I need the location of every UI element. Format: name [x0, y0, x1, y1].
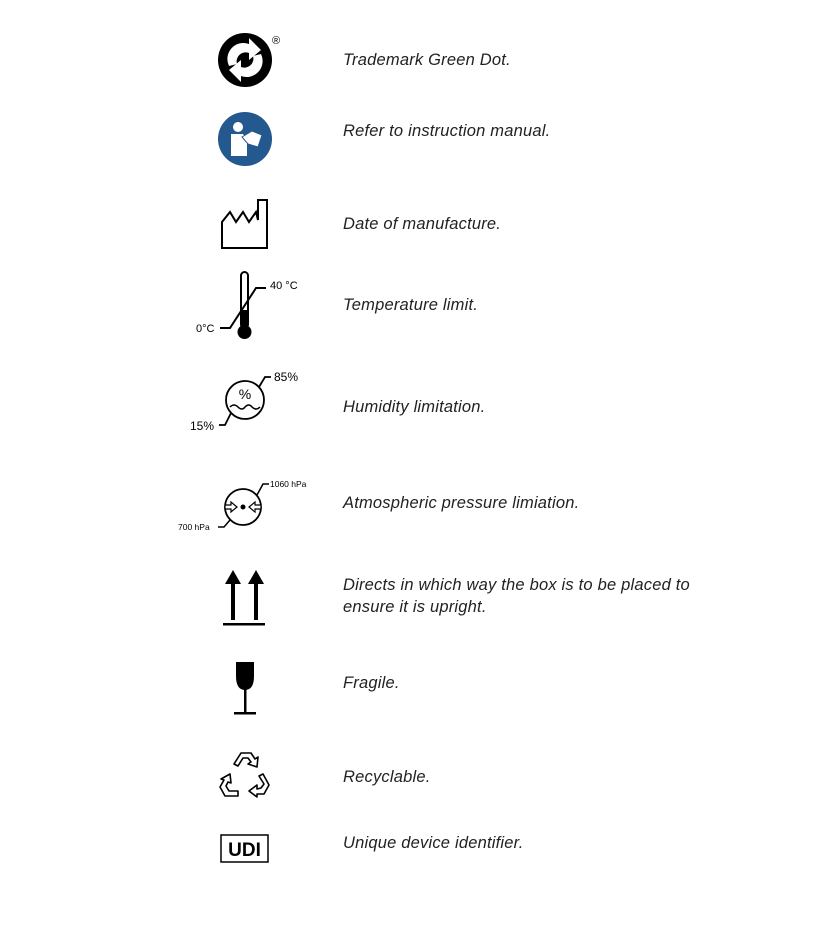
humidity-upper: 85% [274, 370, 299, 384]
desc-fragile: Fragile. [343, 674, 400, 692]
registered-mark: ® [271, 35, 281, 47]
temp-upper: 40 °C [270, 280, 298, 292]
desc-upright [343, 574, 690, 618]
desc-humidity: Humidity limitation. [343, 398, 486, 416]
pressure-upper: 1060 hPa [270, 479, 307, 489]
desc-manufacture: Date of manufacture. [343, 215, 502, 233]
desc-upright-line2: ensure it is upright. [343, 598, 487, 616]
udi-label: UDI [228, 840, 261, 861]
desc-temperature: Temperature limit. [343, 296, 479, 314]
udi-icon [220, 834, 270, 864]
desc-upright-line1: Directs in which way the box is to be placed to [343, 576, 690, 594]
pressure-icon [175, 475, 315, 535]
this-way-up-icon [222, 570, 268, 628]
desc-udi: Unique device identifier. [343, 834, 524, 852]
pressure-lower: 700 hPa [178, 522, 210, 532]
percent-symbol: % [238, 386, 252, 402]
fragile-icon [230, 660, 260, 718]
recycle-icon [217, 750, 273, 804]
green-dot-icon [215, 30, 285, 90]
humidity-icon [185, 365, 315, 440]
temp-lower: 0°C [196, 323, 215, 335]
thermometer-icon [190, 270, 310, 342]
desc-green-dot: Trademark Green Dot. [343, 51, 511, 69]
instruction-manual-icon [218, 112, 272, 166]
desc-pressure: Atmospheric pressure limiation. [343, 494, 580, 512]
humidity-lower: 15% [190, 419, 215, 433]
desc-recycle: Recyclable. [343, 768, 431, 786]
factory-icon [220, 198, 270, 250]
desc-manual: Refer to instruction manual. [343, 122, 551, 140]
